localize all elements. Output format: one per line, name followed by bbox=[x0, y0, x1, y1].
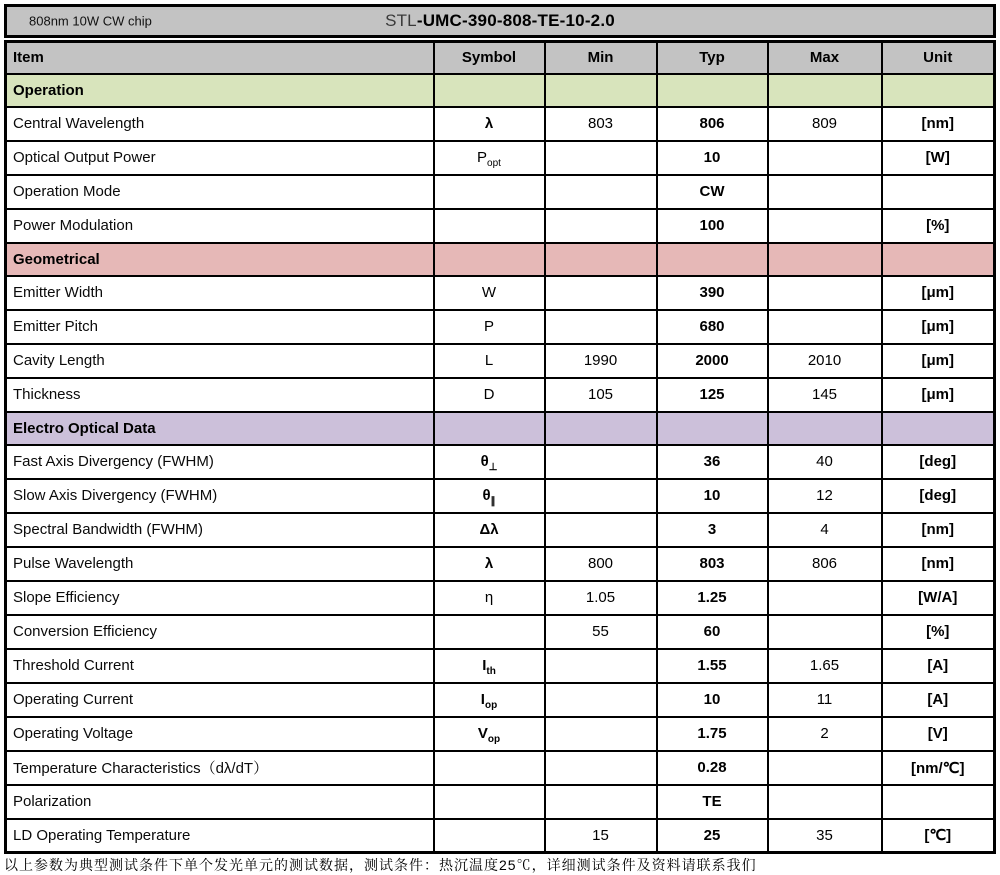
table-row bbox=[6, 209, 995, 243]
cell-item: Temperature Characteristics（dλ/dT） bbox=[6, 751, 434, 785]
cell-unit: [W] bbox=[882, 141, 995, 175]
cell-max: 145 bbox=[768, 378, 882, 412]
cell-item: Power Modulation bbox=[6, 209, 434, 243]
cell-min: 1.05 bbox=[545, 581, 657, 615]
cell-typ: 36 bbox=[657, 445, 768, 479]
cell-typ: 1.55 bbox=[657, 649, 768, 683]
cell-typ: 806 bbox=[657, 107, 768, 141]
cell-symbol bbox=[434, 209, 545, 243]
cell-min: 803 bbox=[545, 107, 657, 141]
cell-item: Central Wavelength bbox=[6, 107, 434, 141]
cell-item: Operation Mode bbox=[6, 175, 434, 209]
cell-min: 1990 bbox=[545, 344, 657, 378]
section-row-electro-optical-data bbox=[6, 412, 995, 445]
column-header-symbol: Symbol bbox=[434, 42, 545, 74]
datasheet-table bbox=[4, 4, 996, 873]
cell-typ: 100 bbox=[657, 209, 768, 243]
title-bar bbox=[4, 4, 996, 38]
cell-max: 806 bbox=[768, 547, 882, 581]
cell-item: Slope Efficiency bbox=[6, 581, 434, 615]
table-row bbox=[6, 615, 995, 649]
cell-symbol: P bbox=[434, 310, 545, 344]
cell-symbol: $P_{opt}$ bbox=[434, 141, 545, 175]
column-header-typ: Typ bbox=[657, 42, 768, 74]
cell-symbol: D bbox=[434, 378, 545, 412]
cell-item: Optical Output Power bbox=[6, 141, 434, 175]
cell-typ: 25 bbox=[657, 819, 768, 853]
cell-item: Threshold Current bbox=[6, 649, 434, 683]
cell-max: 40 bbox=[768, 445, 882, 479]
table-row bbox=[6, 683, 995, 717]
cell-unit: [deg] bbox=[882, 479, 995, 513]
cell-min: 800 bbox=[545, 547, 657, 581]
cell-unit: [V] bbox=[882, 717, 995, 751]
table-row bbox=[6, 378, 995, 412]
cell-item: Conversion Efficiency bbox=[6, 615, 434, 649]
cell-typ: 10 bbox=[657, 141, 768, 175]
cell-unit: [nm] bbox=[882, 513, 995, 547]
cell-item: Thickness bbox=[6, 378, 434, 412]
section-row-operation bbox=[6, 74, 995, 107]
cell-max bbox=[768, 209, 882, 243]
cell-symbol: λ bbox=[434, 547, 545, 581]
section-empty-cell bbox=[657, 243, 768, 276]
cell-max: 12 bbox=[768, 479, 882, 513]
cell-unit: [nm] bbox=[882, 107, 995, 141]
section-empty-cell bbox=[768, 243, 882, 276]
cell-min bbox=[545, 649, 657, 683]
table-row bbox=[6, 141, 995, 175]
cell-max bbox=[768, 751, 882, 785]
cell-symbol: $I_{th}$ bbox=[434, 649, 545, 683]
table-row bbox=[6, 175, 995, 209]
cell-min bbox=[545, 276, 657, 310]
cell-max bbox=[768, 276, 882, 310]
cell-max: 2 bbox=[768, 717, 882, 751]
cell-item: Emitter Pitch bbox=[6, 310, 434, 344]
cell-typ: 680 bbox=[657, 310, 768, 344]
cell-symbol bbox=[434, 751, 545, 785]
cell-typ: 3 bbox=[657, 513, 768, 547]
cell-min bbox=[545, 209, 657, 243]
cell-item: Slow Axis Divergency (FWHM) bbox=[6, 479, 434, 513]
cell-item: Pulse Wavelength bbox=[6, 547, 434, 581]
section-row-geometrical bbox=[6, 243, 995, 276]
table-row bbox=[6, 547, 995, 581]
cell-min: 105 bbox=[545, 378, 657, 412]
section-empty-cell bbox=[545, 243, 657, 276]
cell-max bbox=[768, 615, 882, 649]
table-row bbox=[6, 649, 995, 683]
column-header-item: Item bbox=[6, 42, 434, 74]
cell-min bbox=[545, 717, 657, 751]
cell-item: Spectral Bandwidth (FWHM) bbox=[6, 513, 434, 547]
cell-max bbox=[768, 785, 882, 819]
cell-unit: [W/A] bbox=[882, 581, 995, 615]
cell-max bbox=[768, 141, 882, 175]
section-empty-cell bbox=[545, 412, 657, 445]
cell-min bbox=[545, 513, 657, 547]
section-empty-cell bbox=[434, 74, 545, 107]
table-row bbox=[6, 751, 995, 785]
cell-unit: [nm/℃] bbox=[882, 751, 995, 785]
cell-typ: 803 bbox=[657, 547, 768, 581]
cell-symbol: $\theta_\parallel$ bbox=[434, 479, 545, 513]
cell-unit: [%] bbox=[882, 209, 995, 243]
cell-unit: [μm] bbox=[882, 344, 995, 378]
cell-symbol: L bbox=[434, 344, 545, 378]
cell-symbol: $\theta_\perp$ bbox=[434, 445, 545, 479]
cell-max bbox=[768, 175, 882, 209]
table-row bbox=[6, 581, 995, 615]
cell-unit: [%] bbox=[882, 615, 995, 649]
cell-unit: [μm] bbox=[882, 310, 995, 344]
model-number bbox=[7, 11, 993, 31]
section-empty-cell bbox=[434, 243, 545, 276]
cell-unit: [A] bbox=[882, 649, 995, 683]
cell-symbol: Δλ bbox=[434, 513, 545, 547]
cell-max: 809 bbox=[768, 107, 882, 141]
table-row bbox=[6, 819, 995, 853]
cell-item: Emitter Width bbox=[6, 276, 434, 310]
cell-typ: 1.75 bbox=[657, 717, 768, 751]
model-suffix: -UMC-390-808-TE-10-2.0 bbox=[416, 11, 615, 30]
footnote-clipped bbox=[4, 855, 996, 873]
cell-max bbox=[768, 310, 882, 344]
cell-unit: [deg] bbox=[882, 445, 995, 479]
cell-max: 11 bbox=[768, 683, 882, 717]
cell-item: Operating Current bbox=[6, 683, 434, 717]
cell-item: Cavity Length bbox=[6, 344, 434, 378]
cell-max: 35 bbox=[768, 819, 882, 853]
cell-item: LD Operating Temperature bbox=[6, 819, 434, 853]
cell-unit bbox=[882, 175, 995, 209]
cell-max bbox=[768, 581, 882, 615]
cell-symbol bbox=[434, 785, 545, 819]
section-empty-cell bbox=[657, 412, 768, 445]
table-row bbox=[6, 785, 995, 819]
column-header-min: Min bbox=[545, 42, 657, 74]
table-row bbox=[6, 445, 995, 479]
chip-type-label: 808nm 10W CW chip bbox=[29, 13, 152, 29]
column-header-row bbox=[6, 42, 995, 74]
table-row bbox=[6, 513, 995, 547]
section-empty-cell bbox=[882, 412, 995, 445]
footnote-text: 以上参数为典型测试条件下单个发光单元的测试数据，测试条件：热沉温度25℃，详细测试条件及资料请联系我们 bbox=[4, 857, 757, 873]
section-empty-cell bbox=[657, 74, 768, 107]
cell-min bbox=[545, 141, 657, 175]
table-row bbox=[6, 717, 995, 751]
column-header-max: Max bbox=[768, 42, 882, 74]
cell-min bbox=[545, 683, 657, 717]
cell-item: Polarization bbox=[6, 785, 434, 819]
section-empty-cell bbox=[545, 74, 657, 107]
cell-unit: [A] bbox=[882, 683, 995, 717]
cell-max: 2010 bbox=[768, 344, 882, 378]
cell-min: 15 bbox=[545, 819, 657, 853]
cell-min bbox=[545, 175, 657, 209]
cell-typ: 0.28 bbox=[657, 751, 768, 785]
cell-min bbox=[545, 479, 657, 513]
cell-min bbox=[545, 445, 657, 479]
table-row bbox=[6, 344, 995, 378]
cell-min bbox=[545, 751, 657, 785]
section-empty-cell bbox=[768, 412, 882, 445]
cell-typ: 10 bbox=[657, 479, 768, 513]
cell-typ: CW bbox=[657, 175, 768, 209]
table-row bbox=[6, 479, 995, 513]
model-prefix: STL bbox=[385, 11, 417, 30]
table-row bbox=[6, 276, 995, 310]
cell-symbol: $I_{op}$ bbox=[434, 683, 545, 717]
cell-max: 1.65 bbox=[768, 649, 882, 683]
cell-symbol: η bbox=[434, 581, 545, 615]
cell-symbol bbox=[434, 175, 545, 209]
cell-typ: TE bbox=[657, 785, 768, 819]
cell-symbol bbox=[434, 615, 545, 649]
cell-min bbox=[545, 785, 657, 819]
cell-symbol: W bbox=[434, 276, 545, 310]
section-empty-cell bbox=[882, 243, 995, 276]
section-empty-cell bbox=[434, 412, 545, 445]
cell-typ: 10 bbox=[657, 683, 768, 717]
cell-unit: [μm] bbox=[882, 378, 995, 412]
section-empty-cell bbox=[882, 74, 995, 107]
cell-typ: 125 bbox=[657, 378, 768, 412]
cell-typ: 390 bbox=[657, 276, 768, 310]
cell-typ: 1.25 bbox=[657, 581, 768, 615]
cell-symbol bbox=[434, 819, 545, 853]
table-row bbox=[6, 310, 995, 344]
cell-symbol: λ bbox=[434, 107, 545, 141]
cell-min: 55 bbox=[545, 615, 657, 649]
cell-max: 4 bbox=[768, 513, 882, 547]
cell-typ: 2000 bbox=[657, 344, 768, 378]
cell-unit bbox=[882, 785, 995, 819]
cell-unit: [nm] bbox=[882, 547, 995, 581]
cell-unit: [μm] bbox=[882, 276, 995, 310]
section-title: Geometrical bbox=[6, 243, 434, 276]
column-header-unit: Unit bbox=[882, 42, 995, 74]
spec-table bbox=[4, 40, 996, 854]
section-title: Operation bbox=[6, 74, 434, 107]
cell-min bbox=[545, 310, 657, 344]
table-row bbox=[6, 107, 995, 141]
cell-typ: 60 bbox=[657, 615, 768, 649]
cell-symbol: $V_{op}$ bbox=[434, 717, 545, 751]
section-empty-cell bbox=[768, 74, 882, 107]
cell-unit: [℃] bbox=[882, 819, 995, 853]
section-title: Electro Optical Data bbox=[6, 412, 434, 445]
cell-item: Fast Axis Divergency (FWHM) bbox=[6, 445, 434, 479]
cell-item: Operating Voltage bbox=[6, 717, 434, 751]
